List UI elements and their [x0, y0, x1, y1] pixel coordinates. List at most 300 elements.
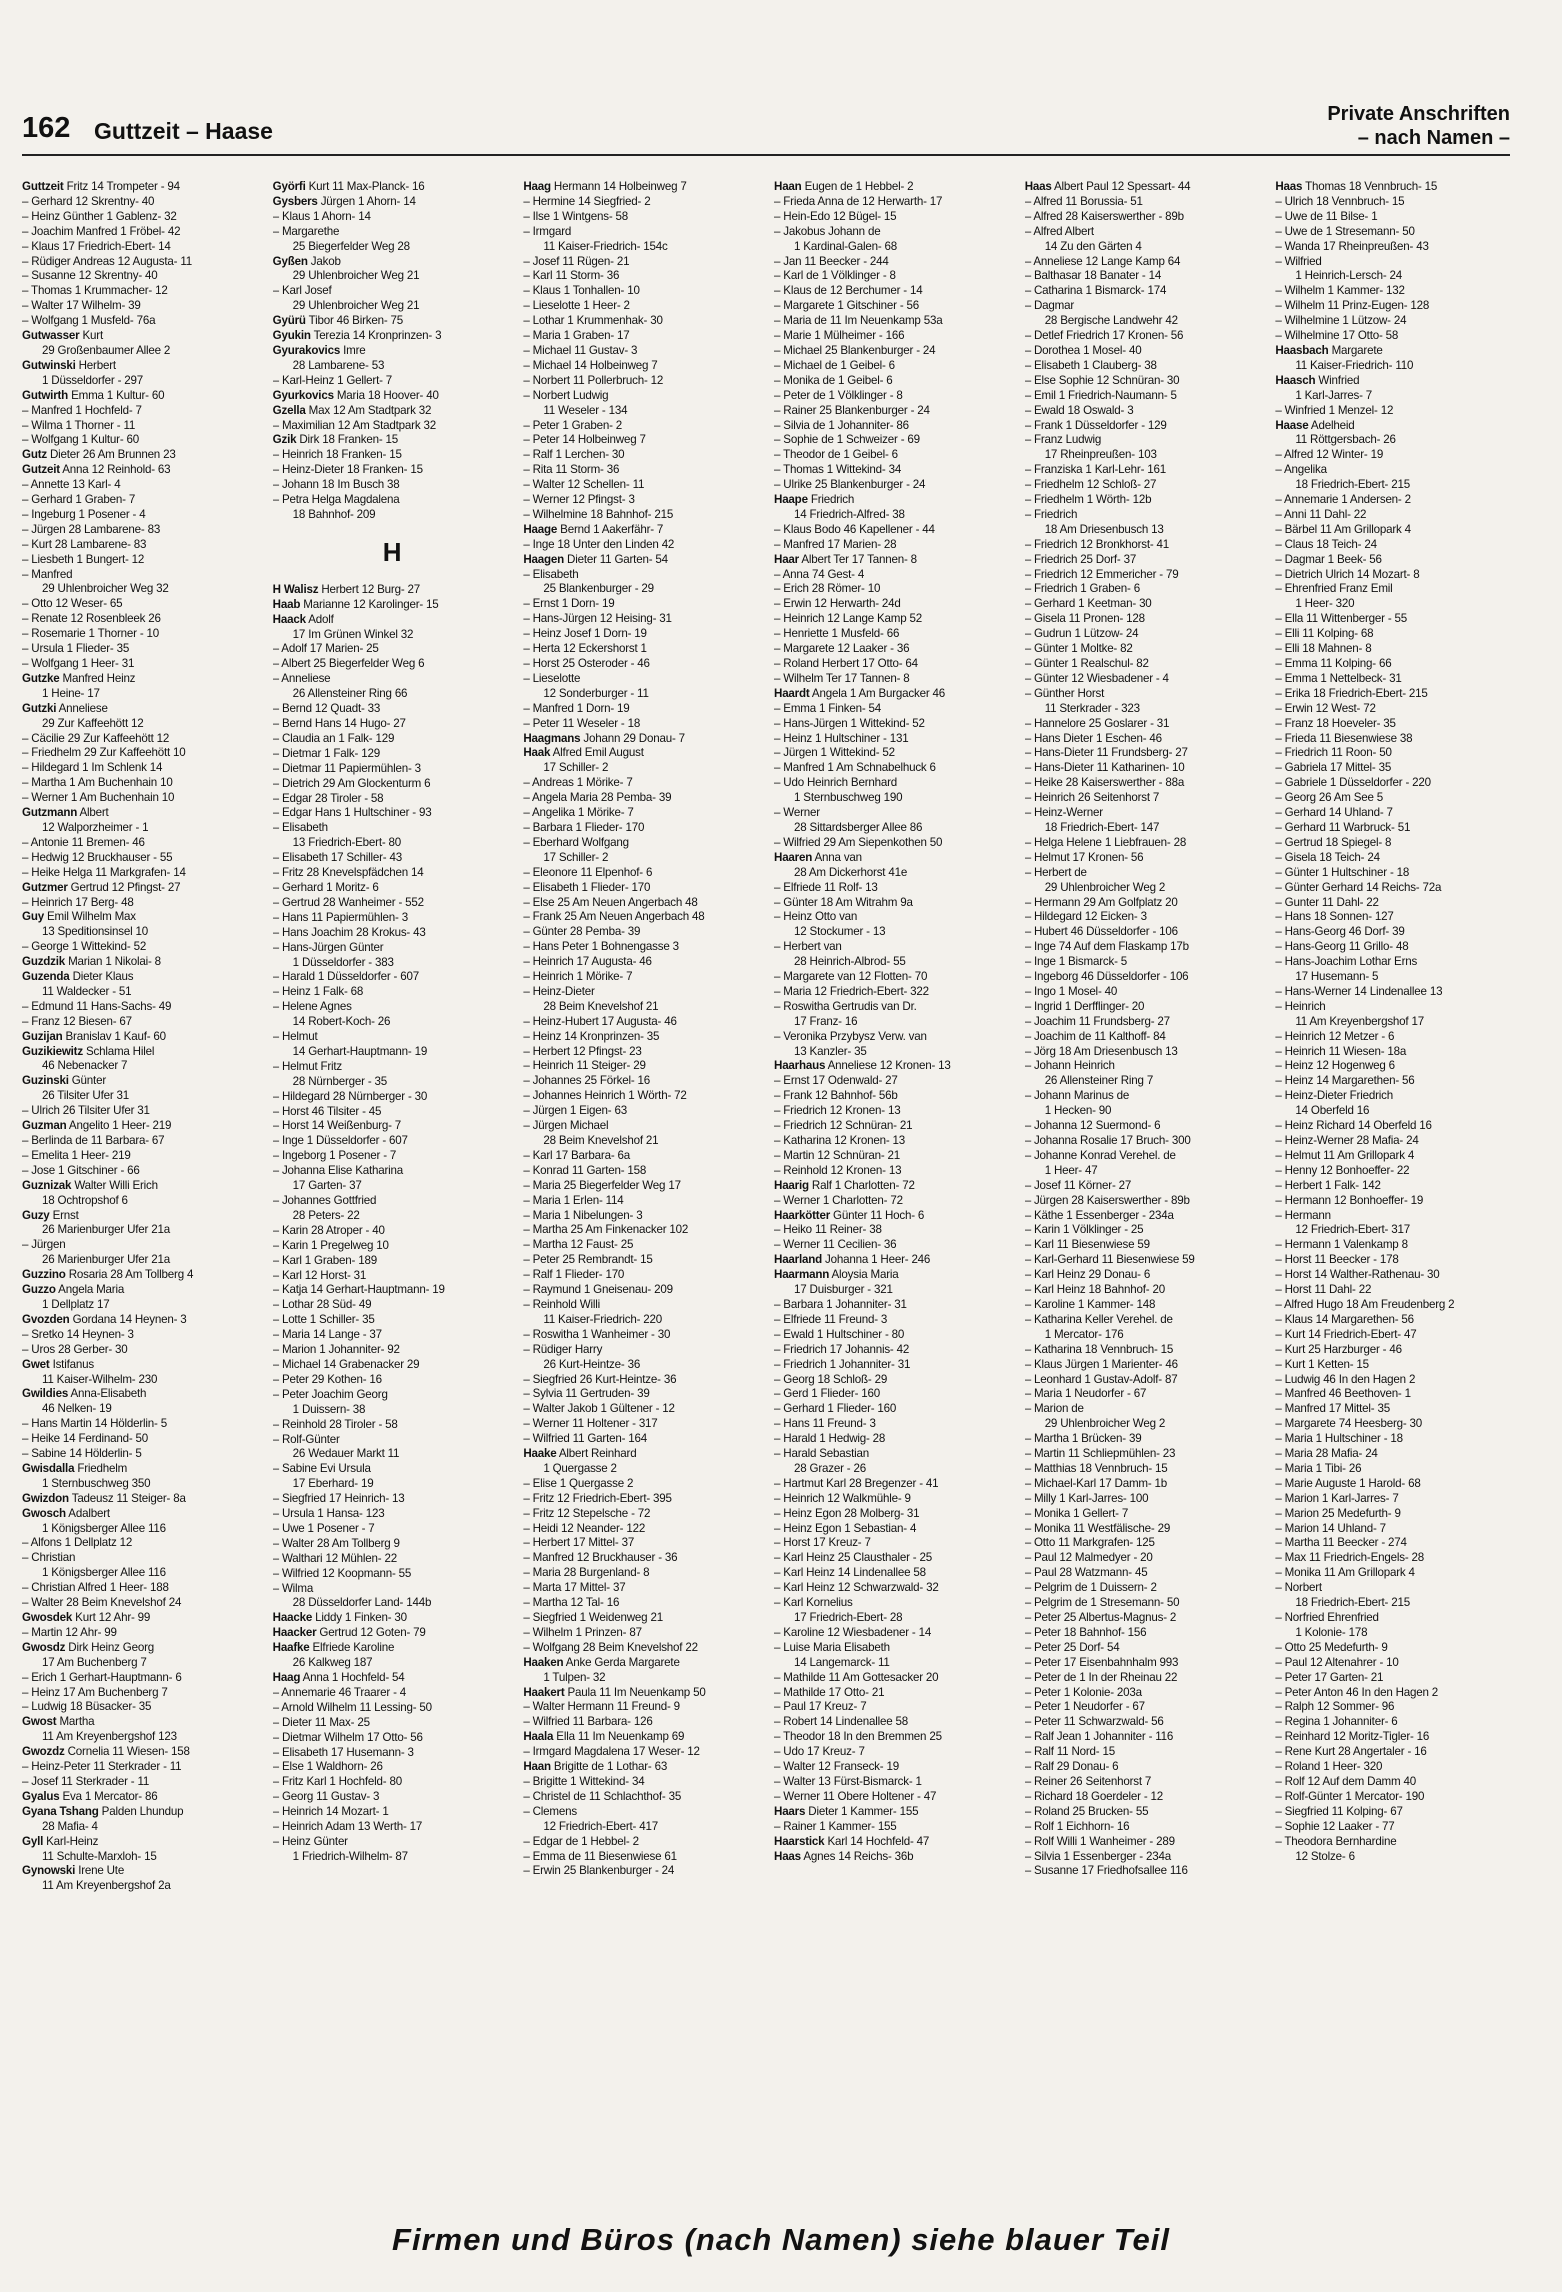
address-continuation: 17 Duisburger - 321 — [794, 1283, 893, 1297]
directory-entry: – Ulrich 26 Tilsiter Ufer 31 — [22, 1104, 150, 1118]
surname: Haas — [1024, 180, 1052, 193]
directory-entry: – Josef 11 Körner- 27 — [1024, 1178, 1132, 1192]
address-continuation: 18 Ochtropshof 6 — [42, 1193, 128, 1207]
directory-entry: – Erika 18 Friedrich-Ebert- 215 — [1275, 686, 1428, 700]
entry-details: Albert Reinhard — [556, 1447, 637, 1461]
directory-entry: – Regina 1 Johanniter- 6 — [1275, 1715, 1398, 1729]
address-continuation: 28 Peters- 22 — [292, 1208, 360, 1222]
entry-details: Eva 1 Mercator- 86 — [59, 1789, 158, 1803]
directory-entry: – Werner — [774, 806, 820, 820]
directory-entry: – Christel de 11 Schlachthof- 35 — [523, 1789, 682, 1803]
address-continuation: 12 Friedrich-Ebert- 417 — [543, 1819, 658, 1833]
directory-entry: – Martha 1 Brücken- 39 — [1024, 1432, 1142, 1446]
directory-entry: – Manfred — [22, 567, 73, 581]
directory-entry: – Lieselotte 1 Heer- 2 — [523, 299, 630, 313]
directory-entry: – Heinz 17 Am Buchenberg 7 — [22, 1685, 168, 1699]
directory-entry: – Norbert — [1275, 1581, 1322, 1595]
directory-entry: – Hartmut Karl 28 Bregenzer - 41 — [774, 1476, 939, 1490]
directory-entry: – Emma 11 Kolping- 66 — [1275, 657, 1392, 670]
directory-entry: – Michael 25 Blankenburger - 24 — [774, 343, 936, 357]
directory-entry: – Günter 12 Wiesbadener - 4 — [1024, 671, 1169, 685]
directory-entry: – Helmut 17 Kronen- 56 — [1024, 850, 1144, 864]
address-continuation: 26 Allensteiner Ring 7 — [1044, 1074, 1154, 1088]
entry-details: Fritz 14 Trompeter - 94 — [63, 180, 180, 193]
directory-entry: – Pelgrim de 1 Stresemann- 50 — [1024, 1596, 1180, 1610]
directory-entry: – Martha 12 Faust- 25 — [523, 1238, 634, 1252]
directory-entry: – Theodor de 1 Geibel- 6 — [774, 448, 898, 462]
directory-entry: – Gudrun 1 Lützow- 24 — [1024, 627, 1139, 641]
directory-entry: – Roland 1 Heer- 320 — [1275, 1760, 1383, 1774]
address-continuation: 18 Friedrich-Ebert- 215 — [1295, 1596, 1410, 1610]
directory-entry: – Peter 17 Eisenbahnhalm 993 — [1024, 1655, 1179, 1669]
entry-details: Marian 1 Nikolai- 8 — [65, 955, 161, 969]
directory-entry: – Inge 74 Auf dem Flaskamp 17b — [1024, 940, 1189, 954]
directory-entry: – Wilfried 11 Barbara- 126 — [523, 1715, 653, 1729]
directory-entry: – Uwe 1 Posener - 7 — [272, 1521, 375, 1535]
address-continuation: 28 Sittardsberger Allee 86 — [794, 820, 923, 834]
directory-entry: – Heiko 11 Reiner- 38 — [774, 1223, 882, 1237]
address-continuation: 1 Quergasse 2 — [543, 1461, 617, 1475]
surname-entry — [273, 613, 512, 628]
directory-entry: – Albert 25 Biegerfelder Weg 6 — [272, 657, 425, 671]
directory-entry: – Walthari 12 Mühlen- 22 — [272, 1551, 397, 1565]
directory-entry: – Petra Helga Magdalena — [272, 493, 400, 507]
address-continuation: 26 Kurt-Heintze- 36 — [543, 1357, 641, 1371]
directory-entry: – Robert 14 Lindenallee 58 — [774, 1715, 909, 1729]
directory-entry: – Horst 11 Beecker - 178 — [1275, 1253, 1399, 1267]
surname: Gutwirth — [22, 388, 69, 402]
directory-entry: – Elisabeth — [272, 821, 328, 835]
directory-entry: – Karl de 1 Völklinger - 8 — [774, 269, 896, 283]
address-continuation: 25 Biegerfelder Weg 28 — [292, 239, 410, 253]
surname-entry — [22, 1045, 261, 1060]
surname: Guzzo — [22, 1283, 56, 1297]
surname-entry — [22, 1030, 261, 1045]
directory-entry: – Roland Herbert 17 Otto- 64 — [774, 657, 918, 670]
surname-entry — [273, 583, 512, 598]
directory-entry: – Hildegard 28 Nürnberger - 30 — [272, 1089, 428, 1103]
address-continuation: 11 Röttgersbach- 26 — [1295, 433, 1396, 447]
directory-entry: – Thomas 1 Krummacher- 12 — [22, 284, 168, 298]
directory-entry: – Manfred 12 Bruckhauser - 36 — [523, 1551, 678, 1565]
directory-entry: – Günter 1 Realschul- 82 — [1024, 657, 1149, 670]
directory-entry: – Frieda 11 Biesenwiese 38 — [1275, 731, 1413, 745]
surname: Gyll — [22, 1834, 44, 1848]
directory-entry: – Sophie 12 Laaker - 77 — [1275, 1819, 1395, 1833]
surname-entry — [273, 195, 512, 210]
surname: Haab — [272, 597, 301, 611]
address-continuation: 14 Zu den Gärten 4 — [1044, 239, 1142, 253]
directory-entry: – Fritz 12 Stepelsche - 72 — [523, 1506, 651, 1520]
directory-entry: – Peter 25 Dorf- 54 — [1024, 1640, 1120, 1654]
surname-entry — [774, 687, 1013, 702]
address-continuation: 11 Am Kreyenbergshof 123 — [42, 1730, 177, 1744]
directory-entry: – Wilhelm 11 Prinz-Eugen- 128 — [1275, 299, 1430, 313]
directory-entry: – Johanna Rosalie 17 Bruch- 300 — [1024, 1134, 1191, 1147]
entry-details: Paula 11 Im Neuenkamp 50 — [564, 1685, 706, 1699]
directory-entry: – Heinz-Werner 28 Mafia- 24 — [1275, 1134, 1419, 1147]
directory-entry: – Raymund 1 Gneisenau- 209 — [523, 1283, 673, 1297]
surname-entry — [22, 881, 261, 896]
directory-entry: – Heinz 14 Margarethen- 56 — [1275, 1074, 1415, 1088]
address-continuation: 28 Heinrich-Albrod- 55 — [794, 955, 906, 969]
entry-details: Anneliese — [56, 701, 108, 715]
directory-entry: – Klaus 17 Friedrich-Ebert- 14 — [22, 239, 171, 253]
directory-column — [1025, 180, 1264, 2200]
directory-entry: – Harald 1 Hedwig- 28 — [774, 1432, 886, 1446]
directory-entry: – Ilse 1 Wintgens- 58 — [523, 209, 629, 223]
directory-entry: – Udo Heinrich Bernhard — [774, 776, 898, 790]
directory-entry: – Veronika Przybysz Verw. van — [774, 1029, 927, 1043]
surname: Haarstick — [774, 1834, 825, 1848]
directory-entry: – Fritz Karl 1 Hochfeld- 80 — [272, 1775, 402, 1789]
address-continuation: 12 Walporzheimer - 1 — [42, 820, 149, 834]
directory-entry: – Paul 12 Malmedyer - 20 — [1024, 1551, 1153, 1565]
directory-entry: – Jan 11 Beecker - 244 — [774, 254, 889, 268]
entry-details: Friedhelm — [74, 1461, 128, 1475]
surname: Gwildies — [22, 1387, 69, 1401]
surname-entry — [22, 1283, 261, 1298]
directory-entry: – Margarete van 12 Flotten- 70 — [774, 970, 928, 984]
entry-details: Winfried — [1315, 373, 1360, 387]
directory-entry: – Heinrich Adam 13 Werth- 17 — [272, 1820, 423, 1834]
surname: Haaren — [774, 850, 813, 864]
surname: Gwizdon — [22, 1491, 69, 1505]
directory-entry: – Peter 17 Garten- 21 — [1275, 1670, 1384, 1684]
directory-entry: – Kurt 1 Ketten- 15 — [1275, 1357, 1369, 1371]
directory-entry: – Brigitte 1 Wittekind- 34 — [523, 1774, 645, 1788]
directory-entry: – Lothar 28 Süd- 49 — [272, 1298, 372, 1312]
directory-entry: – Heinz Egon 1 Sebastian- 4 — [774, 1521, 917, 1535]
surname-entry — [523, 746, 762, 761]
surname: Haack — [272, 612, 306, 626]
directory-entry: – Inge 1 Düsseldorfer - 607 — [272, 1134, 408, 1148]
directory-entry: – Reinhold 12 Kronen- 13 — [774, 1163, 902, 1177]
directory-entry: – Manfred 17 Mittel- 35 — [1275, 1402, 1390, 1416]
entry-details: Imre — [340, 343, 366, 357]
directory-entry: – Antonie 11 Bremen- 46 — [22, 835, 145, 849]
surname: Haase — [1275, 418, 1309, 432]
surname-entry — [22, 1313, 261, 1328]
directory-entry: – Günter 28 Pemba- 39 — [523, 925, 641, 939]
directory-entry: – Harald Sebastian — [774, 1447, 870, 1461]
directory-entry: – Werner 1 Charlotten- 72 — [774, 1193, 903, 1207]
surname: Haag — [523, 180, 551, 193]
directory-entry: – Sophie de 1 Schweizer - 69 — [774, 433, 920, 447]
surname: Gutwinski — [22, 358, 76, 372]
directory-entry: – Wilhelm 1 Prinzen- 87 — [523, 1625, 642, 1639]
directory-entry: – Marie 1 Mülheimer - 166 — [774, 329, 905, 343]
address-continuation: 1 Heinrich-Lersch- 24 — [1295, 269, 1402, 283]
directory-entry: – Käthe 1 Essenberger - 234a — [1024, 1208, 1174, 1222]
directory-entry: – Else 1 Waldhorn- 26 — [272, 1760, 383, 1774]
directory-entry: – Alfred 11 Borussia- 51 — [1024, 194, 1143, 208]
address-continuation: 13 Speditionsinsel 10 — [42, 925, 149, 939]
directory-entry: – Marta 17 Mittel- 37 — [523, 1581, 626, 1595]
surname: Haarmann — [774, 1268, 830, 1282]
surname: Haacke — [272, 1611, 313, 1625]
entry-details: Albert — [77, 806, 109, 820]
directory-entry: – Heinrich 12 Lange Kamp 52 — [774, 612, 923, 626]
directory-entry: – Klaus Jürgen 1 Marienter- 46 — [1024, 1357, 1178, 1371]
directory-entry: – Wilma 1 Thorner - 11 — [22, 418, 136, 432]
directory-entry: – Peter de 1 In der Rheinau 22 — [1024, 1670, 1178, 1684]
directory-entry: – Karoline 12 Wiesbadener - 14 — [774, 1625, 932, 1639]
directory-entry: – Heinrich 17 Augusta- 46 — [523, 955, 652, 969]
surname: Gyürü — [272, 314, 306, 328]
surname: Gwozdz — [22, 1745, 65, 1759]
surname: Gvozden — [22, 1312, 70, 1326]
section-title — [1327, 102, 1510, 150]
entry-details: Herbert — [75, 358, 116, 372]
name-range: Guttzeit – Haase — [94, 118, 273, 144]
directory-entry: – Walter Jakob 1 Gültener - 12 — [523, 1402, 675, 1416]
directory-entry: – Inge 18 Unter den Linden 42 — [523, 537, 675, 551]
entry-details: Johann 29 Donau- 7 — [580, 731, 685, 745]
surname-entry — [273, 344, 512, 359]
directory-entry: – Ralf 1 Lerchen- 30 — [523, 448, 625, 462]
directory-entry: – Friedhelm 1 Wörth- 12b — [1024, 493, 1152, 507]
directory-entry: – Elisabeth 1 Clauberg- 38 — [1024, 358, 1157, 372]
directory-entry: – Heinrich 12 Metzer - 6 — [1275, 1029, 1395, 1043]
surname-entry — [273, 1671, 512, 1686]
entry-details: Herbert 12 Burg- 27 — [318, 582, 421, 596]
directory-entry: – Heinz Günther 1 Gablenz- 32 — [22, 209, 177, 223]
directory-entry: – Herbert 1 Falk- 142 — [1275, 1178, 1381, 1192]
entry-details: Max 12 Am Stadtpark 32 — [305, 403, 432, 417]
directory-entry: – Wilhelm Ter 17 Tannen- 8 — [774, 671, 910, 685]
address-continuation: 29 Großenbaumer Allee 2 — [42, 343, 171, 357]
directory-entry: – Heinz 14 Kronprinzen- 35 — [523, 1029, 660, 1043]
surname: Gysbers — [272, 194, 318, 208]
directory-entry: – Katharina 12 Kronen- 13 — [774, 1134, 906, 1147]
surname-entry — [273, 1626, 512, 1641]
entry-details: Angela 1 Am Burgacker 46 — [809, 686, 946, 700]
address-continuation: 17 Eberhard- 19 — [292, 1477, 374, 1491]
directory-entry: – Silvia de 1 Johanniter- 86 — [774, 418, 909, 432]
surname: Gwet — [22, 1357, 50, 1371]
directory-entry: – Hans-Jürgen 1 Wittekind- 52 — [774, 716, 925, 730]
directory-entry: – Paul 28 Watzmann- 45 — [1024, 1566, 1148, 1580]
directory-entry: – Rolf 1 Eichhorn- 16 — [1024, 1819, 1130, 1833]
entry-details: Hermann 14 Holbeinweg 7 — [550, 180, 687, 193]
address-continuation: 46 Nelken- 19 — [42, 1402, 112, 1416]
directory-entry: – Katharina Keller Verehel. de — [1024, 1312, 1173, 1326]
directory-entry: – Gabriela 17 Mittel- 35 — [1275, 761, 1392, 775]
directory-entry: – Jürgen 1 Eigen- 63 — [523, 1104, 627, 1118]
directory-entry: – Heinrich — [1275, 999, 1326, 1013]
directory-entry: – Ursula 1 Hansa- 123 — [272, 1507, 385, 1521]
directory-entry: – Heinrich 26 Seitenhorst 7 — [1024, 791, 1160, 805]
directory-entry: – Heinz Egon 28 Molberg- 31 — [774, 1506, 920, 1520]
directory-entry: – Kurt 25 Harzburger - 46 — [1275, 1342, 1402, 1356]
surname-entry — [22, 1715, 261, 1730]
entry-details: Anna van — [812, 850, 862, 864]
address-continuation: 28 Mafia- 4 — [42, 1819, 98, 1833]
directory-entry: – Alfred 28 Kaiserswerther - 89b — [1024, 209, 1184, 223]
entry-details: Agnes 14 Reichs- 36b — [800, 1849, 914, 1863]
directory-entry: – Ingeborg 46 Düsseldorfer - 106 — [1024, 970, 1189, 984]
directory-entry: – Anneliese 12 Lange Kamp 64 — [1024, 254, 1181, 268]
directory-entry: – Michael 11 Gustav- 3 — [523, 343, 638, 357]
surname: Haas — [1275, 180, 1303, 193]
address-continuation: 1 Sternbuschweg 190 — [794, 791, 903, 805]
directory-entry: – Heinz 12 Hogenweg 6 — [1275, 1059, 1395, 1073]
surname: H Walisz — [272, 582, 319, 596]
directory-entry: – Edgar Hans 1 Hultschiner - 93 — [272, 806, 432, 820]
entry-details: Angelito 1 Heer- 219 — [66, 1119, 172, 1133]
address-continuation: 13 Friedrich-Ebert- 80 — [292, 836, 402, 850]
surname-entry — [273, 1611, 512, 1626]
directory-entry: – Friedrich 11 Roon- 50 — [1275, 746, 1392, 760]
surname-entry — [523, 523, 762, 538]
surname-entry — [774, 1835, 1013, 1850]
directory-entry: – Maria 1 Neudorfer - 67 — [1024, 1387, 1147, 1401]
directory-entry: – Else Sophie 12 Schnüran- 30 — [1024, 373, 1180, 387]
directory-entry: – Heike Helga 11 Markgrafen- 14 — [22, 865, 186, 879]
directory-entry: – Peter 29 Kothen- 16 — [272, 1372, 382, 1386]
surname: Guy — [22, 910, 44, 924]
directory-entry: – Joachim de 11 Kalthoff- 84 — [1024, 1029, 1166, 1043]
directory-entry: – Peter 1 Graben- 2 — [523, 418, 623, 432]
directory-entry: – Katharina 18 Vennbruch- 15 — [1024, 1342, 1174, 1356]
directory-entry: – Rüdiger Andreas 12 Augusta- 11 — [22, 254, 192, 268]
directory-entry: – Franz Ludwig — [1024, 433, 1102, 447]
surname: Haas — [774, 1849, 801, 1863]
directory-entry: – Karoline 1 Kammer- 148 — [1024, 1297, 1156, 1311]
surname-entry — [22, 1074, 261, 1089]
surname-entry — [22, 1209, 261, 1224]
surname: Haarkötter — [774, 1208, 831, 1222]
directory-entry: – Karl 12 Horst- 31 — [272, 1268, 367, 1282]
directory-entry: – Günter 1 Moltke- 82 — [1024, 642, 1133, 656]
directory-entry: – Jürgen 28 Kaiserswerther - 89b — [1024, 1193, 1190, 1207]
surname-entry — [523, 732, 762, 747]
entry-details: Johanna 1 Heer- 246 — [822, 1253, 931, 1267]
directory-entry: – Maximilian 12 Am Stadtpark 32 — [272, 418, 436, 432]
directory-entry: – Maria 1 Graben- 17 — [523, 329, 630, 343]
directory-entry: – Maria de 11 Im Neuenkamp 53a — [774, 314, 943, 328]
directory-entry: – Karl Heinz 14 Lindenallee 58 — [774, 1566, 926, 1580]
directory-entry: – Jürgen — [22, 1238, 66, 1252]
entry-details: Jakob — [307, 254, 341, 268]
directory-entry: – Josef 11 Rügen- 21 — [523, 254, 630, 268]
directory-entry: – Joachim Manfred 1 Fröbel- 42 — [22, 224, 181, 238]
directory-entry: – Rene Kurt 28 Angertaler - 16 — [1275, 1745, 1427, 1759]
directory-entry: – Martha 12 Tal- 16 — [523, 1596, 620, 1610]
surname-entry — [1275, 180, 1514, 195]
entry-details: Ernst — [49, 1208, 79, 1222]
directory-entry: – Walter 17 Wilhelm- 39 — [22, 299, 141, 313]
directory-entry: – Marion 1 Karl-Jarres- 7 — [1275, 1491, 1399, 1505]
directory-entry: – Horst 25 Osteroder - 46 — [523, 657, 650, 670]
directory-entry: – Ursula 1 Flieder- 35 — [22, 642, 130, 656]
directory-entry: – Peter 18 Bahnhof- 156 — [1024, 1625, 1147, 1639]
directory-entry: – Gerhard 12 Skrentny- 40 — [22, 194, 155, 208]
surname: Gyurakovics — [272, 343, 341, 357]
directory-entry: – Heinrich 1 Mörike- 7 — [523, 970, 633, 984]
directory-entry: – Wilhelmine 18 Bahnhof- 215 — [523, 507, 674, 521]
surname: Gutzke — [22, 671, 60, 685]
address-continuation: 29 Zur Kaffeehött 12 — [42, 716, 144, 730]
surname-entry — [774, 1253, 1013, 1268]
address-continuation: 1 Heine- 17 — [42, 686, 100, 700]
directory-entry: – Heinrich 18 Franken- 15 — [272, 448, 402, 462]
directory-entry: – Heinz-Werner — [1024, 806, 1103, 820]
directory-entry: – Irmgard — [523, 224, 572, 238]
directory-entry: – Ernst 1 Dorn- 19 — [523, 597, 615, 611]
directory-entry: – Erwin 25 Blankenburger - 24 — [523, 1864, 675, 1878]
directory-entry: – Uros 28 Gerber- 30 — [22, 1342, 128, 1356]
surname-entry — [22, 448, 261, 463]
directory-entry: – Friedrich 25 Dorf- 37 — [1024, 552, 1137, 566]
entry-details: Branislav 1 Kauf- 60 — [62, 1029, 166, 1043]
directory-entry: – Paul 17 Kreuz- 7 — [774, 1700, 867, 1714]
entry-details: Adolf — [305, 612, 334, 626]
directory-entry: – Rolf-Günter 1 Mercator- 190 — [1275, 1789, 1425, 1803]
directory-entry: – Horst 14 Walther-Rathenau- 30 — [1275, 1268, 1440, 1282]
directory-entry: – Hannelore 25 Goslarer - 31 — [1024, 716, 1170, 730]
directory-entry: – Hermann 12 Bonhoeffer- 19 — [1275, 1193, 1424, 1207]
address-continuation: 18 Friedrich-Ebert- 215 — [1295, 478, 1410, 492]
surname-entry — [774, 1805, 1013, 1820]
entry-details: Angela Maria — [55, 1283, 125, 1297]
surname: Haala — [523, 1730, 554, 1744]
address-continuation: 1 Karl-Jarres- 7 — [1295, 388, 1373, 402]
directory-entry: – Maria 1 Tibi- 26 — [1275, 1461, 1362, 1475]
directory-entry: – Emma de 11 Biesenwiese 61 — [523, 1849, 677, 1863]
directory-entry: – Sretko 14 Heynen- 3 — [22, 1327, 134, 1341]
directory-entry: – Maria 1 Erlen- 114 — [523, 1193, 624, 1207]
directory-entry: – Paul 12 Altenahrer - 10 — [1275, 1655, 1399, 1669]
directory-entry: – Karl Kornelius — [774, 1596, 853, 1610]
directory-entry: – Marion 14 Uhland- 7 — [1275, 1521, 1386, 1535]
surname-entry — [273, 598, 512, 613]
directory-entry: – Cäcilie 29 Zur Kaffeehött 12 — [22, 731, 170, 745]
directory-entry: – Berlinda de 11 Barbara- 67 — [22, 1134, 165, 1147]
directory-entry: – Ewald 1 Hultschiner - 80 — [774, 1327, 905, 1341]
surname-entry — [22, 180, 261, 195]
surname: Haan — [774, 180, 802, 193]
directory-entry: – Peter 11 Weseler - 18 — [523, 716, 641, 730]
directory-entry: – Walter 12 Franseck- 19 — [774, 1760, 899, 1774]
surname: Haakert — [523, 1685, 565, 1699]
surname-entry — [774, 851, 1013, 866]
directory-entry: – Peter 14 Holbeinweg 7 — [523, 433, 646, 447]
entry-details: Dieter 26 Am Brunnen 23 — [46, 448, 176, 462]
surname: Guzikiewitz — [22, 1044, 83, 1058]
surname: Haardt — [774, 686, 810, 700]
entry-details: Anke Gerda Margarete — [563, 1655, 680, 1669]
surname: Gutzeit — [22, 463, 60, 477]
surname-entry — [22, 1790, 261, 1805]
directory-entry: – Hans-Georg 46 Dorf- 39 — [1275, 925, 1405, 939]
directory-entry: – Elli 18 Mahnen- 8 — [1275, 642, 1372, 656]
directory-entry: – Uwe de 1 Stresemann- 50 — [1275, 224, 1415, 238]
surname-entry — [22, 1805, 261, 1820]
address-continuation: 14 Gerhart-Hauptmann- 19 — [292, 1044, 428, 1058]
entry-details: Dirk Heinz Georg — [65, 1640, 154, 1654]
directory-entry: – Peter Anton 46 In den Hagen 2 — [1275, 1685, 1439, 1699]
directory-entry: – Johanna Elise Katharina — [272, 1164, 404, 1178]
address-continuation: 12 Stolze- 6 — [1295, 1849, 1355, 1863]
entry-details: Elfriede Karoline — [309, 1641, 395, 1655]
address-continuation: 1 Hecken- 90 — [1044, 1104, 1112, 1118]
directory-entry: – Christian Alfred 1 Heer- 188 — [22, 1581, 169, 1595]
directory-columns — [22, 180, 1514, 2200]
surname-entry — [22, 1462, 261, 1477]
directory-entry: – Horst 11 Dahl- 22 — [1275, 1283, 1372, 1297]
